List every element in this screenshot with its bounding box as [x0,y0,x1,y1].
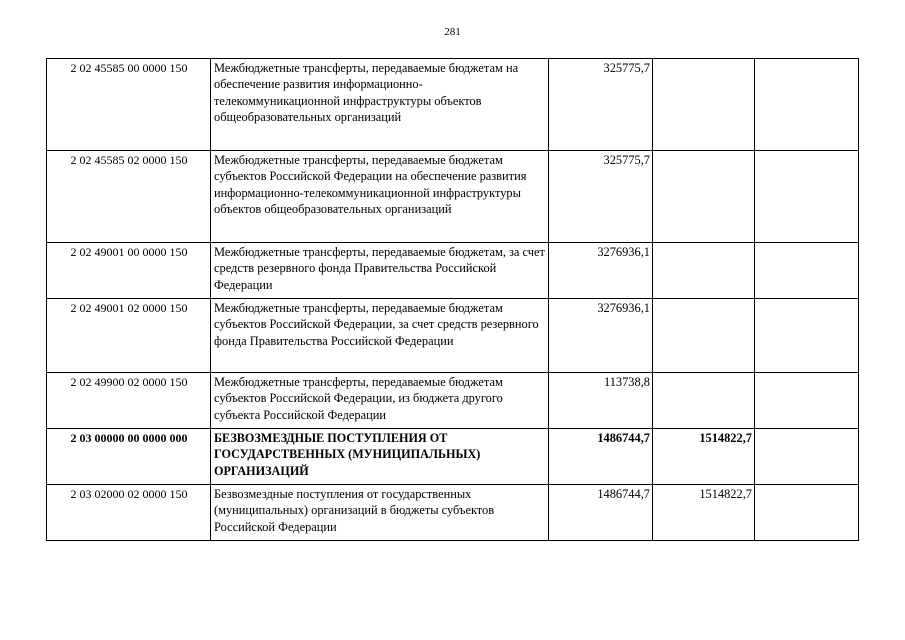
budget-code: 2 03 02000 02 0000 150 [47,485,211,541]
budget-code: 2 02 49001 02 0000 150 [47,299,211,373]
amount-year-2: 1514822,7 [653,429,755,485]
amount-year-3 [755,373,859,429]
amount-year-1: 325775,7 [549,59,653,151]
item-description: Межбюджетные трансферты, передаваемые бюджетам, за счет средств резервного фонда Правительства Российской Федерации [211,243,549,299]
budget-code: 2 03 00000 00 0000 000 [47,429,211,485]
budget-table [46,58,859,541]
page-number: 281 [444,26,461,38]
amount-year-2 [653,373,755,429]
amount-year-1: 3276936,1 [549,243,653,299]
item-description: Межбюджетные трансферты, передаваемые бюджетам субъектов Российской Федерации, за счет средств резервного фонда Правительства Российской Федерации [211,299,549,373]
budget-code: 2 02 49900 02 0000 150 [47,373,211,429]
amount-year-2 [653,59,755,151]
table-row [47,151,859,243]
amount-year-1: 113738,8 [549,373,653,429]
amount-year-1: 325775,7 [549,151,653,243]
amount-year-3 [755,299,859,373]
amount-year-2: 1514822,7 [653,485,755,541]
amount-year-1: 1486744,7 [549,429,653,485]
table-row [47,373,859,429]
amount-year-3 [755,485,859,541]
amount-year-3 [755,59,859,151]
item-description: БЕЗВОЗМЕЗДНЫЕ ПОСТУПЛЕНИЯ ОТ ГОСУДАРСТВЕННЫХ (МУНИЦИПАЛЬНЫХ) ОРГАНИЗАЦИЙ [211,429,549,485]
amount-year-2 [653,243,755,299]
amount-year-2 [653,151,755,243]
item-description: Межбюджетные трансферты, передаваемые бюджетам субъектов Российской Федерации на обеспечение развития информационно-телекоммуникационной инфраструктуры объектов общеобразовательных организаций [211,151,549,243]
table-row [47,299,859,373]
table-row-total [47,429,859,485]
amount-year-3 [755,151,859,243]
table-row [47,59,859,151]
budget-code: 2 02 49001 00 0000 150 [47,243,211,299]
budget-code: 2 02 45585 00 0000 150 [47,59,211,151]
table-row [47,485,859,541]
item-description: Межбюджетные трансферты, передаваемые бюджетам на обеспечение развития информационно-телекоммуникационной инфраструктуры объектов общеобразовательных организаций [211,59,549,151]
amount-year-3 [755,429,859,485]
budget-code: 2 02 45585 02 0000 150 [47,151,211,243]
table-row [47,243,859,299]
item-description: Межбюджетные трансферты, передаваемые бюджетам субъектов Российской Федерации, из бюджета другого субъекта Российской Федерации [211,373,549,429]
amount-year-2 [653,299,755,373]
amount-year-1: 1486744,7 [549,485,653,541]
amount-year-3 [755,243,859,299]
amount-year-1: 3276936,1 [549,299,653,373]
item-description: Безвозмездные поступления от государственных (муниципальных) организаций в бюджеты субъектов Российской Федерации [211,485,549,541]
